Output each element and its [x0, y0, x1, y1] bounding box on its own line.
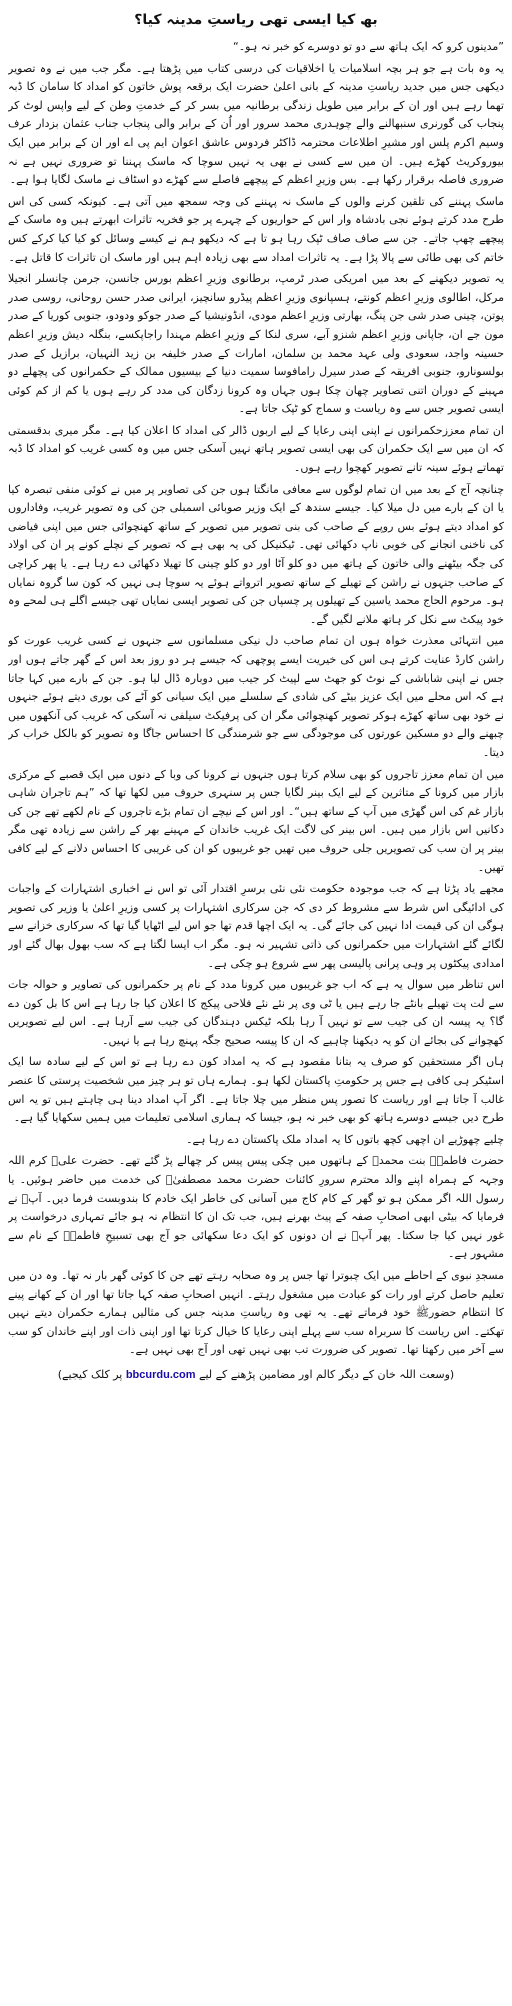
paragraph-5: ان تمام معززحکمرانوں نے اپنی اپنی رعایا کے لیے اربوں ڈالر کی امداد کا اعلان کیا ہے۔ مگر میری بدقسمتی کہ ان میں سے ایک حکمران کی بھی ایسی تصویر ہاتھ نہیں آسکی جس میں وہ کسی غریب کو امداد کا ڈبہ تھماتے ہوئے سینہ تانے تصویر کھچوا رہے ہوں۔ — [8, 423, 504, 475]
article-headline: بھ کیا ایسی تھی ریاستِ مدینہ کیا؟ — [134, 12, 378, 28]
paragraph-3: ماسک پہننے کی تلقین کرنے والوں کے ماسک نہ پہننے کی وجہ سمجھ میں آتی ہے۔ کیونکہ کسی کی اس طرح مدد کرتے ہوئے نجی بادشاہ وار اس کے حواریوں کے چہرے پر جو فخریہ تاثرات ابھرتے ہیں وہ ماسک کے پیچھے چھپ جاتے۔ جن سے صاف صاف ٹپک رہا ہو تا ہے کہ دیکھو ہم نے کیسے وسائل کو کیا کیا کرکے کس خاتم کی بھی طائی سے پالا پڑا ہے۔ یہ تاثرات امداد سے بھی زیادہ اہم ہیں اور ماسک ان تاثرات کا قاتل ہے۔ — [8, 194, 504, 264]
paragraph-6: چنانچہ آج کے بعد میں ان تمام لوگوں سے معافی مانگتا ہوں جن کی تصاویر پر میں نے کوئی منفی تبصرہ کیا یا ان کے بارے میں دل میلا کیا۔ جیسے سندھ کے ایک وزیر صوبائی اسمبلی جن کی وہ تصویر غریب، وفاداروں کو امداد دیتے ہوئے بس روپے کے صاحب کی بنی تصویر میں تصویر کے ساتھ کھنچوائی جس میں اپنی فیاضی کی ناخنی انجانے کی خوبی ناپ دکھائی تھی۔ ٹیکنیکل کی یہ بھی ہے کہ تصویر کے نچلے کونے پر ان کی اولاد کی جگہ بیٹھنے والی خاتون کے ہاتھ میں دو کلو آٹا اور دو کلو چینی کا تھیلا دکھائی دے رہا ہے۔ یا پھر کراچی کے صاحب جنہوں نے راشن کے تھیلے کے ساتھ تصویر اترواتے ہوئے یہ سوچا ہی نہیں کہ کون سا گروہ نمایاں ہو۔ مرحوم الحاج محمد یاسین کے تھیلوں پر چسپاں جن کی تصویر ایسی نمایاں تھی جیسے اگلے ہی لمحے وہ خود پیکٹ سے نکل کر ہاتھ ملانے لگیں گے۔ — [8, 482, 504, 626]
paragraph-12: چلیے چھوڑیے ان اچھی کچھ باتوں کا یہ امداد ملک پاکستان دے رہا ہے۔ — [186, 1132, 504, 1146]
paragraph-1: ”مدینوں کرو کہ ایک ہاتھ سے دو تو دوسرے کو خبر نہ ہو۔“ — [233, 40, 504, 53]
paragraph-13: حضرت فاطمہؓ بنت محمدﷺ کے ہاتھوں میں چکی پیس پیس کر چھالے پڑ گئے تھے۔ حضرت علیؓ کرم اللہ وجہہ کے ہمراہ اپنے والد محترم سرورِ کائنات حضرت محمد مصطفیٰﷺ کی خدمت میں حاضر ہوئیں۔ یا رسول اللہ اگر ممکن ہو تو گھر کے کام کاج میں آسانی کی خاطر ایک خادم کا بندوبست فرما دیں۔ آپﷺ نے فرمایا کہ بیٹی ابھی اصحابِ صفہ کے پیٹ بھرنے ہیں، جب تک ان کا انتظام نہ ہو جائے تمہاری درخواست پر غور نہیں کیا جا سکتا۔ پھر آپﷺ نے ان دونوں کو ایک دعا سکھائی جو آج بھی تسبیحِ فاطمہؓ کے نام سے مشہور ہے۔ — [8, 1154, 504, 1261]
footer-author-note: (وسعت اللہ خان کے دیگر کالم اور مضامین پڑھنے کے لیے — [199, 1367, 455, 1381]
paragraph-8: میں ان تمام معزز تاجروں کو بھی سلام کرتا ہوں جنہوں نے کرونا کی وبا کے دنوں میں ایک قصبے کے مرکزی بازار میں کرونا کے متاثرین کے لیے ایک بینر لگایا جس پر سنہری حروف میں لکھا تھا کہ ”ہم تاجران شاہی بازار غم کی اس گھڑی میں آپ کے ساتھ ہیں“۔ اور اس کے نیچے ان تمام بڑے تاجروں کے نام لکھے تھے جن کی دکانیں اس بازار میں ہیں۔ اس بینر کی لاگت ایک غریب خاندان کے مہینے بھر کے راشن سے زیادہ تھی مگر بینر پر ان سب کی تصویریں جلی حروف میں تھیں جو غریبوں کو ان کی غریبی کا احساس دلانے کے لیے کافی تھیں۔ — [8, 767, 504, 874]
article-footer — [8, 1366, 504, 1384]
paragraph-11: ہاں اگر مستحقین کو صرف یہ بتانا مقصود ہے کہ یہ امداد کون دے رہا ہے تو اس کے لیے سادہ سا ایک اسٹیکر ہی کافی ہے جس پر حکومتِ پاکستان لکھا ہو۔ ہمارے ہاں تو ہر چیز میں شخصیت پرستی کا عنصر غالب آ جاتا ہے اور ریاست کا تصور پس منظر میں چلا جاتا ہے۔ اگر آپ امداد دینا ہی چاہتے ہیں تو یہ اس طرح دیں جیسے دوسرے ہاتھ کو بھی خبر نہ ہو، جیسا کہ ہماری اسلامی تعلیمات میں ہمیں سکھایا گیا ہے۔ — [8, 1055, 504, 1125]
paragraph-7: میں انتہائی معذرت خواہ ہوں ان تمام صاحب دل نیکی مسلمانوں سے جنہوں نے کسی غریب عورت کو راشن کارڈ عنایت کرتے ہی اس کی خیریت ایسے پوچھی کہ جیسے ہر دو روز بعد اس کے گھر جاتے ہوں اور جس نے اپنی شاباشی کے نوٹ کو جھٹ سے لپیٹ کر جیب میں دوبارہ ڈال لیا ہو۔ جن کے بارے میں کہا جاتا ہے کہ اس محلے میں ایک عزیز بیٹے کی شادی کے سلسلے میں ایک سیانی کو آٹے کی بوری دیتے ہوئے جنہوں نے خود بھی ساتھ کھڑے ہوکر تصویر کھنچوائی مگر ان کی پرفیکٹ سیلفی نہ آسکی کہ غریب کی آنکھوں میں چبھنے والے دو مسکین عورتوں کی موجودگی سے جو شرمندگی کا احساس جاگا وہ تصویر کو بالکل خراب کر دیتا۔ — [8, 634, 504, 759]
paragraph-2: یہ وہ بات ہے جو ہر بچہ اسلامیات یا اخلاقیات کی درسی کتاب میں پڑھتا ہے۔ مگر جب میں نے وہ تصویر دیکھی جس میں جدید ریاستِ مدینہ کے بانی اعلیٰ حضرت ایک برقعہ پوش خاتون کو امداد کا سامان کا ڈبہ تھما رہے ہیں اور ان کے برابر میں طویل زندگی برطانیہ میں بسر کر کے خدمتِ وطن کے لیے واپس لوٹ کر پنجاب کی گورنری سنبھالنے والے چوہدری محمد سرور اور اُن کے برابر والی پنجاب جناب عثمان بزدار عرف وسیم اکرم پلس اور مشیرِ اطلاعات محترمہ ڈاکٹر فردوس عاشق اعوان ایم پی اے اور ان کے برابر میں ایک بیوروکریٹ کھڑے ہیں۔ ان میں سے کسی نے بھی یہ نہیں سوچا کہ ماسک پہننا تو ضروری نہیں ہے نہ ضروری فاصلہ برقرار رکھا ہے۔ بس وزیرِ اعظم کے پیچھے فاصلے سے کھڑے دو اسٹاف نے ماسک لگایا ہوا ہے۔ — [8, 61, 504, 187]
footer-tail: پر کلک کیجیے) — [57, 1367, 123, 1381]
article-page — [8, 4, 504, 2002]
article-body — [8, 38, 504, 1360]
bbcurdu-link[interactable]: bbcurdu.com — [125, 1368, 196, 1381]
paragraph-9: مجھے یاد پڑتا ہے کہ جب موجودہ حکومت نئی نئی برسرِ اقتدار آئی تو اس نے اخباری اشتہارات کے واجبات کی ادائیگی اس شرط سے مشروط کر دی کہ جن سرکاری اشتہارات پر کسی وزیرِ اعلیٰ یا وزیر کی تصویر ہوگی ان کی قیمت ادا نہیں کی جائے گی۔ یہ ایک اچھا قدم تھا جو اس لیے اٹھایا گیا تھا کہ سرکاری خزانے سے لگائے گئے اشتہارات میں حکمرانوں کی ذاتی تشہیر نہ ہو۔ مگر اب ایسا لگتا ہے کہ سب بھول بھال گئے اور امدادی پیکٹوں پر وہی پرانی پالیسی پھر سے شروع ہو چکی ہے۔ — [8, 882, 504, 970]
paragraph-14: مسجدِ نبوی کے احاطے میں ایک چبوترا تھا جس پر وہ صحابہ رہتے تھے جن کا کوئی گھر بار نہ تھا۔ وہ دن میں تعلیم حاصل کرتے اور رات کو عبادت میں مشغول رہتے۔ انہیں اصحابِ صفہ کہا جاتا تھا اور ان کے کھانے پینے کا انتظام حضورﷺ خود فرماتے تھے۔ یہ تھی وہ ریاستِ مدینہ جس کی مثالیں ہمارے حکمران دیتے نہیں تھکتے۔ اس ریاست کا سربراہ سب سے پہلے اپنی رعایا کا خیال کرتا تھا اور اپنی ذات اور اپنے خاندان کو سب سے آخر میں رکھتا تھا۔ تصویر کی ضرورت تب بھی نہیں تھی اور آج بھی نہیں ہے۔ — [8, 1269, 504, 1357]
paragraph-4: یہ تصویر دیکھنے کے بعد میں امریکی صدر ٹرمپ، برطانوی وزیرِ اعظم بورس جانسن، جرمن چانسلر انجیلا مرکل، اطالوی وزیرِ اعظم کونتے، ہسپانوی وزیرِ اعظم پیڈرو سانچیز، ایرانی صدر حسن روحانی، روسی صدر پوتن، چینی صدر شی جن پنگ، بھارتی وزیرِ اعظم مودی، انڈونیشیا کے صدر جوکو ودودو، جنوبی کوریا کے صدر مون جے ان، جاپانی وزیرِ اعظم شنزو آبے، سری لنکا کے وزیرِ اعظم مہندا راجاپکسے، بنگلہ دیش وزیرِ اعظم حسینہ واجد، سعودی ولی عہد محمد بن سلمان، امارات کے صدر خلیفہ بن زید النہیان، برازیل کے صدر بولسونارو، جنوبی افریقہ کے صدر سیرل رامافوسا سمیت دنیا کے بیسیوں ممالک کے حکمرانوں کی پچھلے دو مہینے کے دوران اتنی تصاویر چھان چکا ہوں جہاں وہ کرونا زدگان کی مدد کر رہے ہوں یا کم از کم کوئی ایسی تصویر جس سے وہ ریاست و سماج کو ٹپک جاتا ہے۔ — [8, 272, 504, 416]
paragraph-10: اس تناظر میں سوال یہ ہے کہ اب جو غریبوں میں کرونا مدد کے نام پر حکمرانوں کی تصاویر و حوالہ جات سے لت پت تھیلے بانٹے جا رہے ہیں یا ٹی وی پر نئے نئے فلاحی پیکج کا اعلان کیا جا رہا ہے اس کا بل کون دے گا؟ یہ پیسہ ان کی جیب سے تو نہیں آ رہا بلکہ ٹیکس دہندگان کی جیب سے آرہا ہے۔ اس لیے تصویریں کھچوانے کی بجائے ان کو یہ دیکھنا چاہیے کہ ان کا پیسہ صحیح جگہ پہنچ رہا ہے یا نہیں۔ — [8, 978, 504, 1047]
